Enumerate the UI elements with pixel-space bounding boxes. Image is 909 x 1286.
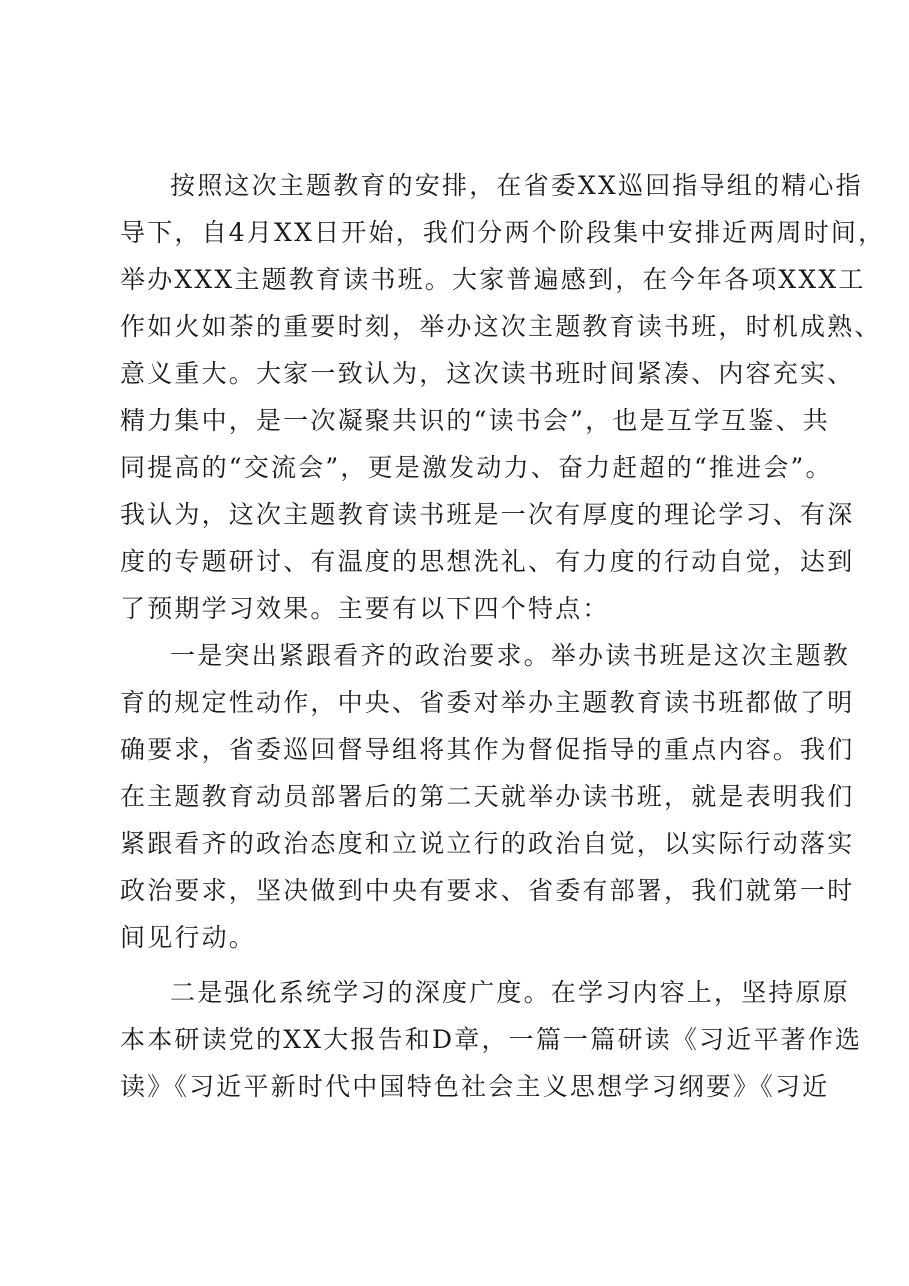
text-line: 间见行动。	[120, 923, 257, 952]
text-line: 按照这次主题教育的安排，在省委XX巡回指导组的精心指	[170, 171, 863, 200]
text-line: 举办XXX主题教育读书班。大家普遍感到，在今年各项XXX工	[120, 265, 866, 294]
text-line: 一是突出紧跟看齐的政治要求。举办读书班是这次主题教	[170, 641, 851, 670]
text-line: 度的专题研讨、有温度的思想洗礼、有力度的行动自觉，达到	[120, 547, 855, 576]
text-line: 意义重大。大家一致认为，这次读书班时间紧凑、内容充实、	[120, 359, 855, 388]
text-line: 政治要求，坚决做到中央有要求、省委有部署，我们就第一时	[120, 876, 855, 905]
text-line: 本本研读党的XX大报告和D章，一篇一篇研读《习近平著作选	[120, 1025, 863, 1054]
text-line: 精力集中，是一次凝聚共识的“读书会”，也是互学互鉴、共	[120, 406, 830, 435]
text-line: 作如火如荼的重要时刻，举办这次主题教育读书班，时机成熟、	[120, 312, 882, 341]
text-line: 育的规定性动作，中央、省委对举办主题教育读书班都做了明	[120, 688, 855, 717]
text-line: 读》《习近平新时代中国特色社会主义思想学习纲要》《习近	[120, 1072, 830, 1101]
text-line: 同提高的“交流会”，更是激发动力、奋力赶超的“推进会”。	[120, 453, 833, 482]
text-line: 确要求，省委巡回督导组将其作为督促指导的重点内容。我们	[120, 735, 855, 764]
text-line: 二是强化系统学习的深度广度。在学习内容上，坚持原原	[170, 978, 851, 1007]
text-line: 紧跟看齐的政治态度和立说立行的政治自觉，以实际行动落实	[120, 829, 855, 858]
text-line: 在主题教育动员部署后的第二天就举办读书班，就是表明我们	[120, 782, 855, 811]
text-line: 导下，自4月XX日开始，我们分两个阶段集中安排近两周时间，	[120, 218, 886, 247]
text-line: 我认为，这次主题教育读书班是一次有厚度的理论学习、有深	[120, 500, 855, 529]
text-line: 了预期学习效果。主要有以下四个特点：	[120, 594, 610, 623]
